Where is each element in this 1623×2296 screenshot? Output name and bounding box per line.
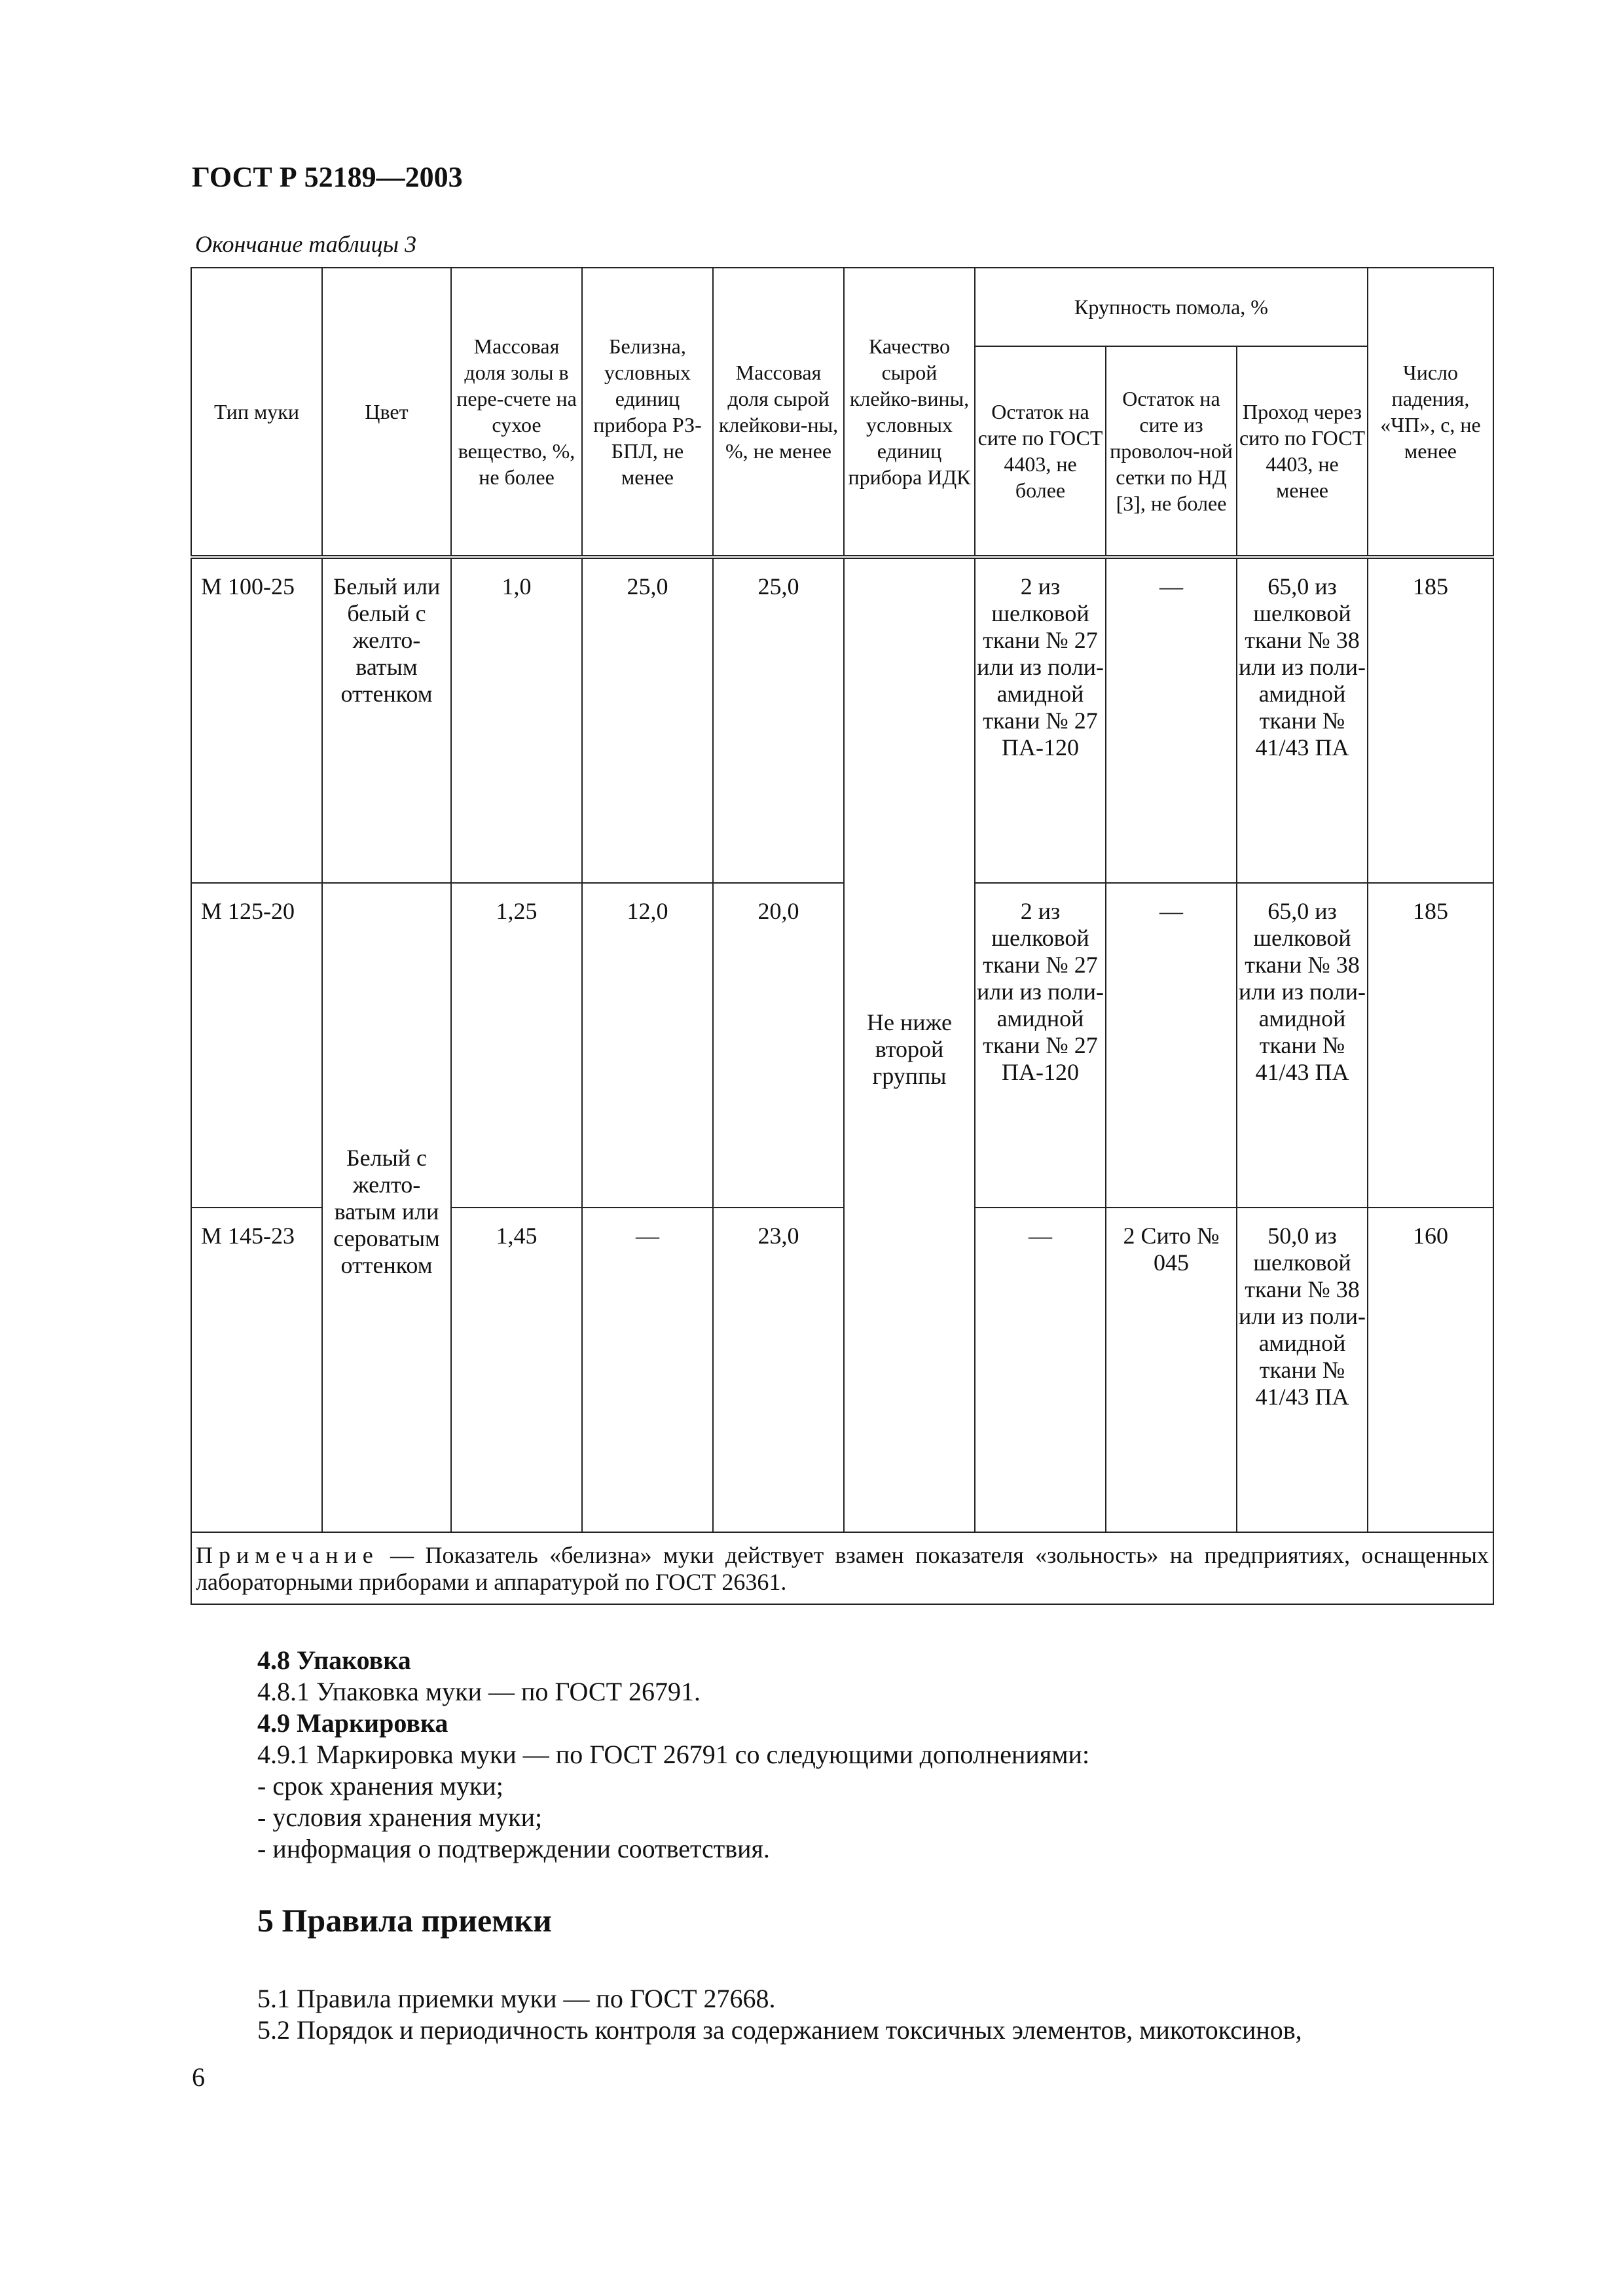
header-falling-number: Число падения, «ЧП», с, не менее [1368, 268, 1493, 557]
cell-gluten-mass: 23,0 [713, 1208, 844, 1532]
header-gluten-quality: Качество сырой клейко-вины, условных единиц прибора ИДК [844, 268, 975, 557]
cell-flour-type: М 125-20 [191, 883, 322, 1208]
header-flour-type: Тип муки [191, 268, 322, 557]
section-4-8-9 [257, 1645, 1089, 1865]
cell-ash: 1,45 [451, 1208, 582, 1532]
cell-flour-type: М 100-25 [191, 557, 322, 883]
page-number: 6 [192, 2062, 205, 2092]
cell-gluten-mass: 20,0 [713, 883, 844, 1208]
cell-pass-sieve: 65,0 из шелковой ткани № 38 или из поли-амидной ткани № 41/43 ПА [1237, 883, 1368, 1208]
cell-falling-number: 185 [1368, 883, 1493, 1208]
paragraph-4-9-1: 4.9.1 Маркировка муки — по ГОСТ 26791 со следующими дополнениями: [257, 1740, 1090, 1769]
list-item: - информация о подтверждении соответствия. [257, 1834, 770, 1863]
note-text: — Показатель «белизна» муки действует взамен показателя «зольность» на предприятиях, оснащенных лабораторными приборами и аппаратурой по ГОСТ 26361. [196, 1542, 1489, 1595]
table-row [191, 883, 1493, 1208]
cell-residue-sieve: 2 из шелковой ткани № 27 или из поли-амидной ткани № 27 ПА-120 [975, 883, 1106, 1208]
section-5-body [257, 1983, 1302, 2046]
cell-ash: 1,25 [451, 883, 582, 1208]
list-item: - срок хранения муки; [257, 1771, 503, 1801]
cell-residue-wire: 2 Сито № 045 [1106, 1208, 1237, 1532]
document-header: ГОСТ Р 52189—2003 [192, 161, 463, 193]
cell-color-shared: Белый с желто-ватым или сероватым оттенком [322, 883, 451, 1532]
header-grind-group: Крупность помола, % [975, 268, 1368, 346]
table-caption: Окончание таблицы 3 [195, 231, 417, 257]
header-whiteness: Белизна, условных единиц прибора РЗ-БПЛ, не менее [582, 268, 713, 557]
cell-residue-sieve: 2 из шелковой ткани № 27 или из поли-амидной ткани № 27 ПА-120 [975, 557, 1106, 883]
paragraph-5-1: 5.1 Правила приемки муки — по ГОСТ 27668. [257, 1984, 776, 2013]
section-title-4-8: 4.8 Упаковка [257, 1645, 411, 1675]
cell-pass-sieve: 50,0 из шелковой ткани № 38 или из поли-амидной ткани № 41/43 ПА [1237, 1208, 1368, 1532]
note-label: Примечание [196, 1542, 379, 1568]
cell-falling-number: 185 [1368, 557, 1493, 883]
paragraph-4-8-1: 4.8.1 Упаковка муки — по ГОСТ 26791. [257, 1677, 701, 1706]
section-title-4-9: 4.9 Маркировка [257, 1708, 448, 1738]
table-note-row [191, 1532, 1493, 1604]
cell-ash: 1,0 [451, 557, 582, 883]
header-residue-wire: Остаток на сите из проволоч-ной сетки по НД [3], не более [1106, 346, 1237, 557]
cell-residue-sieve: — [975, 1208, 1106, 1532]
paragraph-5-2: 5.2 Порядок и периодичность контроля за содержанием токсичных элементов, микотоксинов, [257, 2015, 1302, 2045]
cell-whiteness: 25,0 [582, 557, 713, 883]
section-title-5: 5 Правила приемки [257, 1902, 552, 1939]
cell-flour-type: М 145-23 [191, 1208, 322, 1532]
cell-residue-wire: — [1106, 557, 1237, 883]
cell-gluten-quality: Не ниже второй группы [844, 557, 975, 1532]
flour-quality-table [191, 267, 1494, 1605]
header-color: Цвет [322, 268, 451, 557]
table-note [191, 1532, 1493, 1604]
list-item: - условия хранения муки; [257, 1803, 543, 1832]
header-ash: Массовая доля золы в пере-счете на сухое вещество, %, не более [451, 268, 582, 557]
header-pass-sieve: Проход через сито по ГОСТ 4403, не менее [1237, 346, 1368, 557]
table-row [191, 557, 1493, 883]
cell-whiteness: 12,0 [582, 883, 713, 1208]
cell-pass-sieve: 65,0 из шелковой ткани № 38 или из поли-амидной ткани № 41/43 ПА [1237, 557, 1368, 883]
cell-whiteness: — [582, 1208, 713, 1532]
cell-gluten-mass: 25,0 [713, 557, 844, 883]
cell-color: Белый или белый с желто-ватым оттенком [322, 557, 451, 883]
header-residue-sieve: Остаток на сите по ГОСТ 4403, не более [975, 346, 1106, 557]
cell-residue-wire: — [1106, 883, 1237, 1208]
cell-falling-number: 160 [1368, 1208, 1493, 1532]
header-gluten-mass: Массовая доля сырой клейкови-ны, %, не менее [713, 268, 844, 557]
